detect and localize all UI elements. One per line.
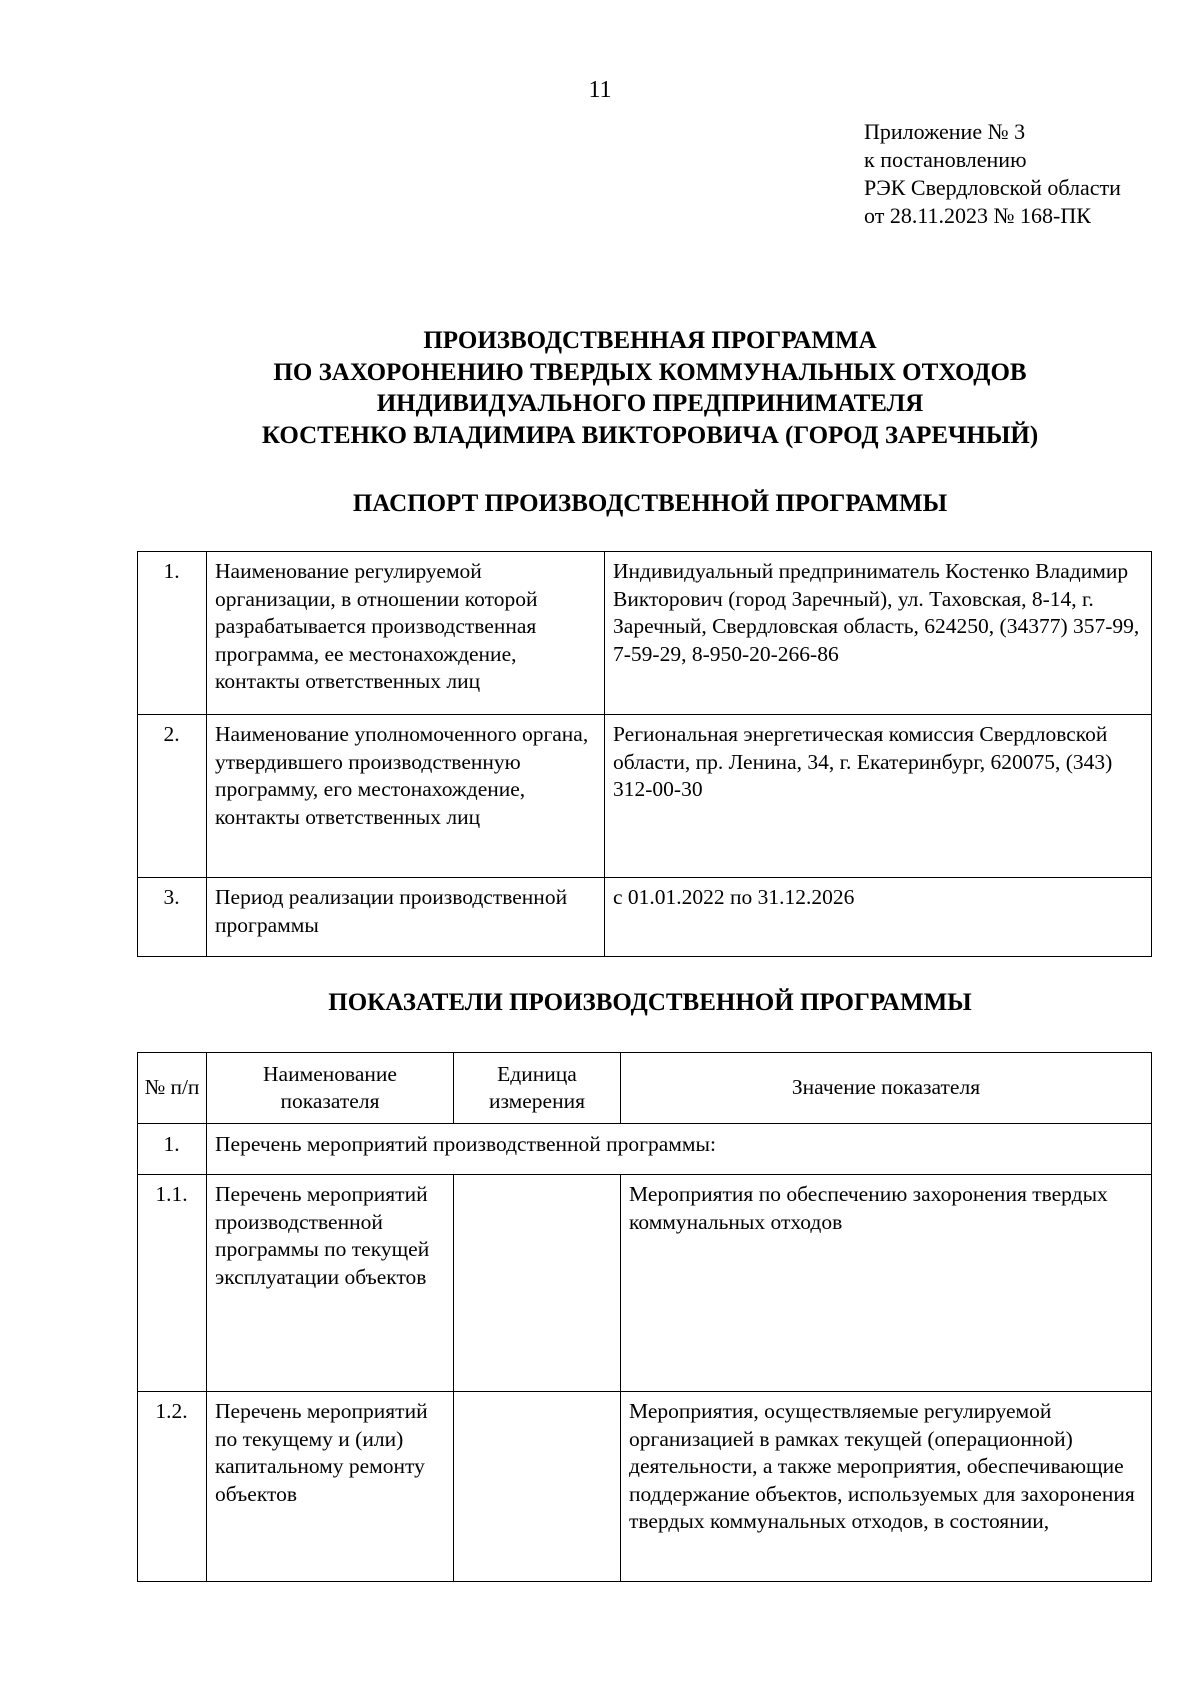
- document-title: [0, 325, 1200, 451]
- header-row: [138, 1053, 1152, 1124]
- table-row: [138, 552, 1152, 715]
- column-header-value: Значение показателя: [621, 1053, 1152, 1124]
- table-row: [138, 1175, 1152, 1392]
- title-line: ИНДИВИДУАЛЬНОГО ПРЕДПРИНИМАТЕЛЯ: [376, 390, 924, 417]
- row-value: Региональная энергетическая комиссия Свердловской области, пр. Ленина, 34, г. Екатеринбург, 620075, (343) 312-00-30: [605, 715, 1152, 878]
- column-header-unit: Единица измерения: [454, 1053, 621, 1124]
- row-label: Наименование регулируемой организации, в отношении которой разрабатывается производственная программа, ее местонахождение, контакты ответственных лиц: [207, 552, 605, 715]
- row-number: 1.1.: [138, 1175, 207, 1392]
- indicator-name: Перечень мероприятий производственной программы по текущей эксплуатации объектов: [207, 1175, 454, 1392]
- row-value: с 01.01.2022 по 31.12.2026: [605, 878, 1152, 957]
- indicator-value: Мероприятия по обеспечению захоронения твердых коммунальных отходов: [621, 1175, 1152, 1392]
- appendix-line: Приложение № 3: [864, 119, 1026, 144]
- column-header-name: Наименование показателя: [207, 1053, 454, 1124]
- row-number: 2.: [138, 715, 207, 878]
- indicator-value: Мероприятия, осуществляемые регулируемой организацией в рамках текущей (операционной) деятельности, а также мероприятия, обеспечивающие поддержание объектов, используемых для захоронения твердых коммунальных отходов, в состоянии,: [621, 1392, 1152, 1582]
- indicators-table: [137, 1052, 1152, 1582]
- appendix-line: от 28.11.2023 № 168-ПК: [864, 203, 1091, 228]
- title-line: ПО ЗАХОРОНЕНИЮ ТВЕРДЫХ КОММУНАЛЬНЫХ ОТХОДОВ: [273, 358, 1027, 386]
- row-value: Индивидуальный предприниматель Костенко Владимир Викторович (город Заречный), ул. Таховская, 8-14, г. Заречный, Свердловская область, 624250, (34377) 357-99, 7-59-29, 8-950-20-266-86: [605, 552, 1152, 715]
- row-number: 1.: [138, 552, 207, 715]
- row-number: 1.: [138, 1124, 207, 1175]
- passport-table: [137, 551, 1152, 957]
- row-number: 1.2.: [138, 1392, 207, 1582]
- table-row: [138, 715, 1152, 878]
- table-row: [138, 878, 1152, 957]
- section-label: Перечень мероприятий производственной программы:: [207, 1124, 1152, 1175]
- appendix-line: РЭК Свердловской области: [864, 175, 1121, 200]
- indicator-unit: [454, 1175, 621, 1392]
- indicator-name: Перечень мероприятий по текущему и (или) капитальному ремонту объектов: [207, 1392, 454, 1582]
- indicator-unit: [454, 1392, 621, 1582]
- page-number: 11: [588, 77, 612, 103]
- appendix-line: к постановлению: [864, 147, 1027, 172]
- table-row: [138, 1392, 1152, 1582]
- section-row: [138, 1124, 1152, 1175]
- row-label: Период реализации производственной программы: [207, 878, 605, 957]
- title-line: ПРОИЗВОДСТВЕННАЯ ПРОГРАММА: [423, 327, 877, 354]
- row-number: 3.: [138, 878, 207, 957]
- passport-heading: ПАСПОРТ ПРОИЗВОДСТВЕННОЙ ПРОГРАММЫ: [352, 490, 948, 517]
- appendix-reference: [864, 118, 1121, 230]
- row-label: Наименование уполномоченного органа, утвердившего производственную программу, его местонахождение, контакты ответственных лиц: [207, 715, 605, 878]
- column-header-number: № п/п: [138, 1053, 207, 1124]
- title-line: КОСТЕНКО ВЛАДИМИРА ВИКТОРОВИЧА (ГОРОД ЗАРЕЧНЫЙ): [261, 421, 1039, 449]
- indicators-heading: ПОКАЗАТЕЛИ ПРОИЗВОДСТВЕННОЙ ПРОГРАММЫ: [328, 989, 972, 1016]
